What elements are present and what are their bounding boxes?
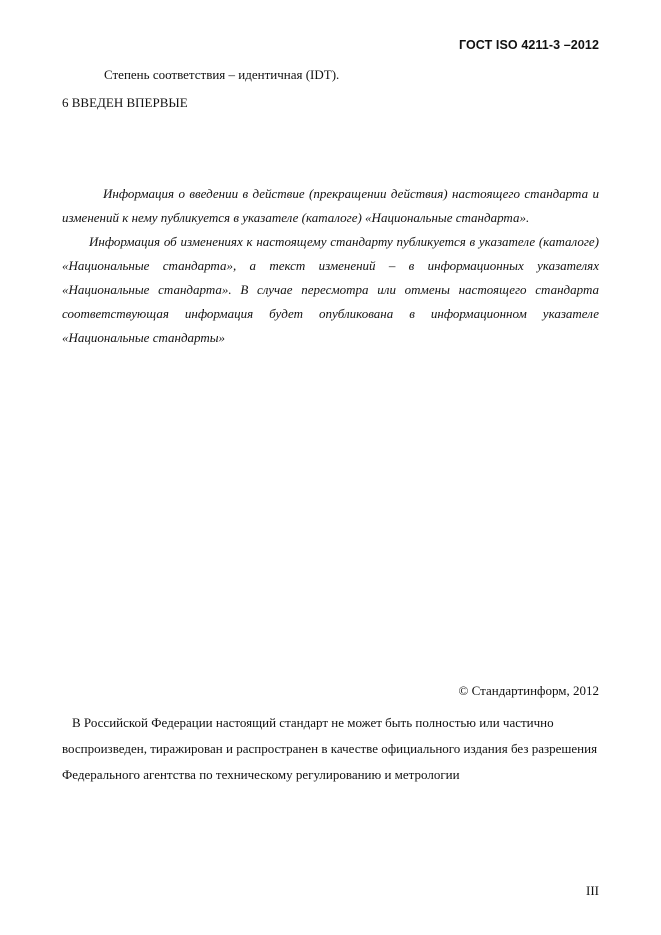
conformity-statement: Степень соответствия – идентичная (IDT). bbox=[104, 67, 340, 82]
publication-info-block bbox=[62, 182, 599, 350]
document-code: ГОСТ ISO 4211-3 –2012 bbox=[458, 38, 599, 52]
info-paragraph-2: Информация об изменениях к настоящему стандарту публикуется в указателе (каталоге) «Национальные стандарта», а текст изменений – в информационных указателях «Национальные стандарта». В случае пересмотра или отмены настоящего стандарта соответствующая информация будет опубликована в информационном указателе «Национальные стандарты» bbox=[62, 234, 599, 345]
info-paragraph-1: Информация о введении в действие (прекращении действия) настоящего стандарта и изменений к нему публикуется в указателе (каталоге) «Национальные стандарта». bbox=[62, 186, 599, 225]
copyright-line: © Стандартинформ, 2012 bbox=[458, 683, 599, 698]
page-number: III bbox=[586, 883, 599, 898]
legal-notice: В Российской Федерации настоящий стандарт не может быть полностью или частично воспроизведен, тиражирован и распространен в качестве официального издания без разрешения Федерального агентства по техническому регулированию и метрологии bbox=[62, 715, 598, 782]
section-6-heading: 6 ВВЕДЕН ВПЕРВЫЕ bbox=[62, 95, 188, 110]
